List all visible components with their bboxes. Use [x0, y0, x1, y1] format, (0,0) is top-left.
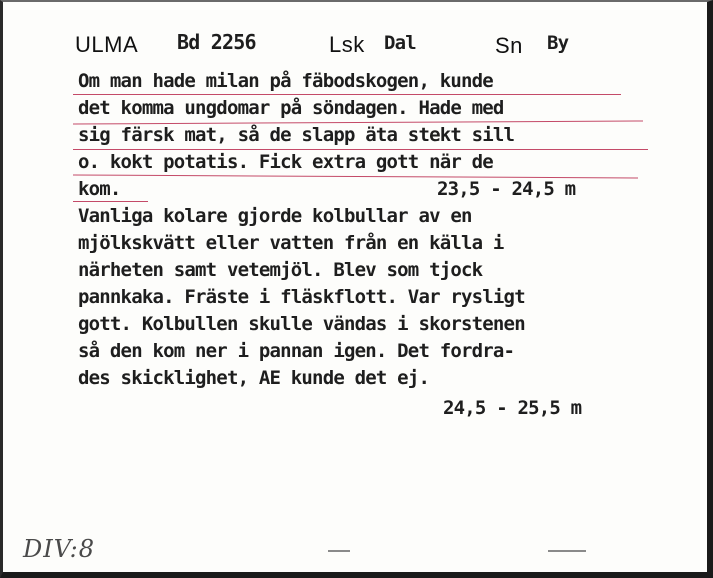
divider-mark [328, 550, 350, 552]
volume-number: Bd 2256 [177, 30, 256, 54]
text-line: mjölkskvätt eller vatten från en källa i [78, 232, 504, 254]
text-line: Om man hade milan på fäbodskogen, kunde [78, 70, 493, 92]
text-line: närheten samt vetemjöl. Blev som tjock [78, 259, 483, 281]
archive-name: ULMA [75, 32, 139, 57]
text-line: des skicklighet, AE kunde det ej. [78, 367, 430, 389]
red-underline [73, 201, 148, 202]
text-line: kom. [78, 178, 121, 200]
red-underline [73, 149, 648, 150]
divider-mark [548, 550, 586, 552]
text-line: sig färsk mat, så de slapp äta stekt sill [78, 124, 515, 146]
text-line: Vanliga kolare gjorde kolbullar av en [78, 205, 472, 227]
text-line: pannkaka. Fräste i fläskflott. Var rysligt [78, 286, 525, 308]
text-line: så den kom ner i pannan igen. Det fordra- [78, 340, 515, 362]
page-ref-2: 24,5 - 25,5 m [443, 397, 582, 419]
text-line: o. kokt potatis. Fick extra gott när de [78, 151, 493, 173]
text-line: gott. Kolbullen skulle vändas i skorstenen [78, 313, 525, 335]
lsk-value: Dal [384, 32, 416, 54]
handwritten-signature: DIV:8 [23, 535, 95, 563]
red-underline [73, 94, 621, 95]
sn-label: Sn [495, 33, 523, 58]
sn-value: By [547, 32, 569, 54]
page-ref-1: 23,5 - 24,5 m [437, 178, 576, 200]
text-line: det komma ungdomar på söndagen. Hade med [78, 97, 504, 119]
lsk-label: Lsk [329, 32, 365, 57]
